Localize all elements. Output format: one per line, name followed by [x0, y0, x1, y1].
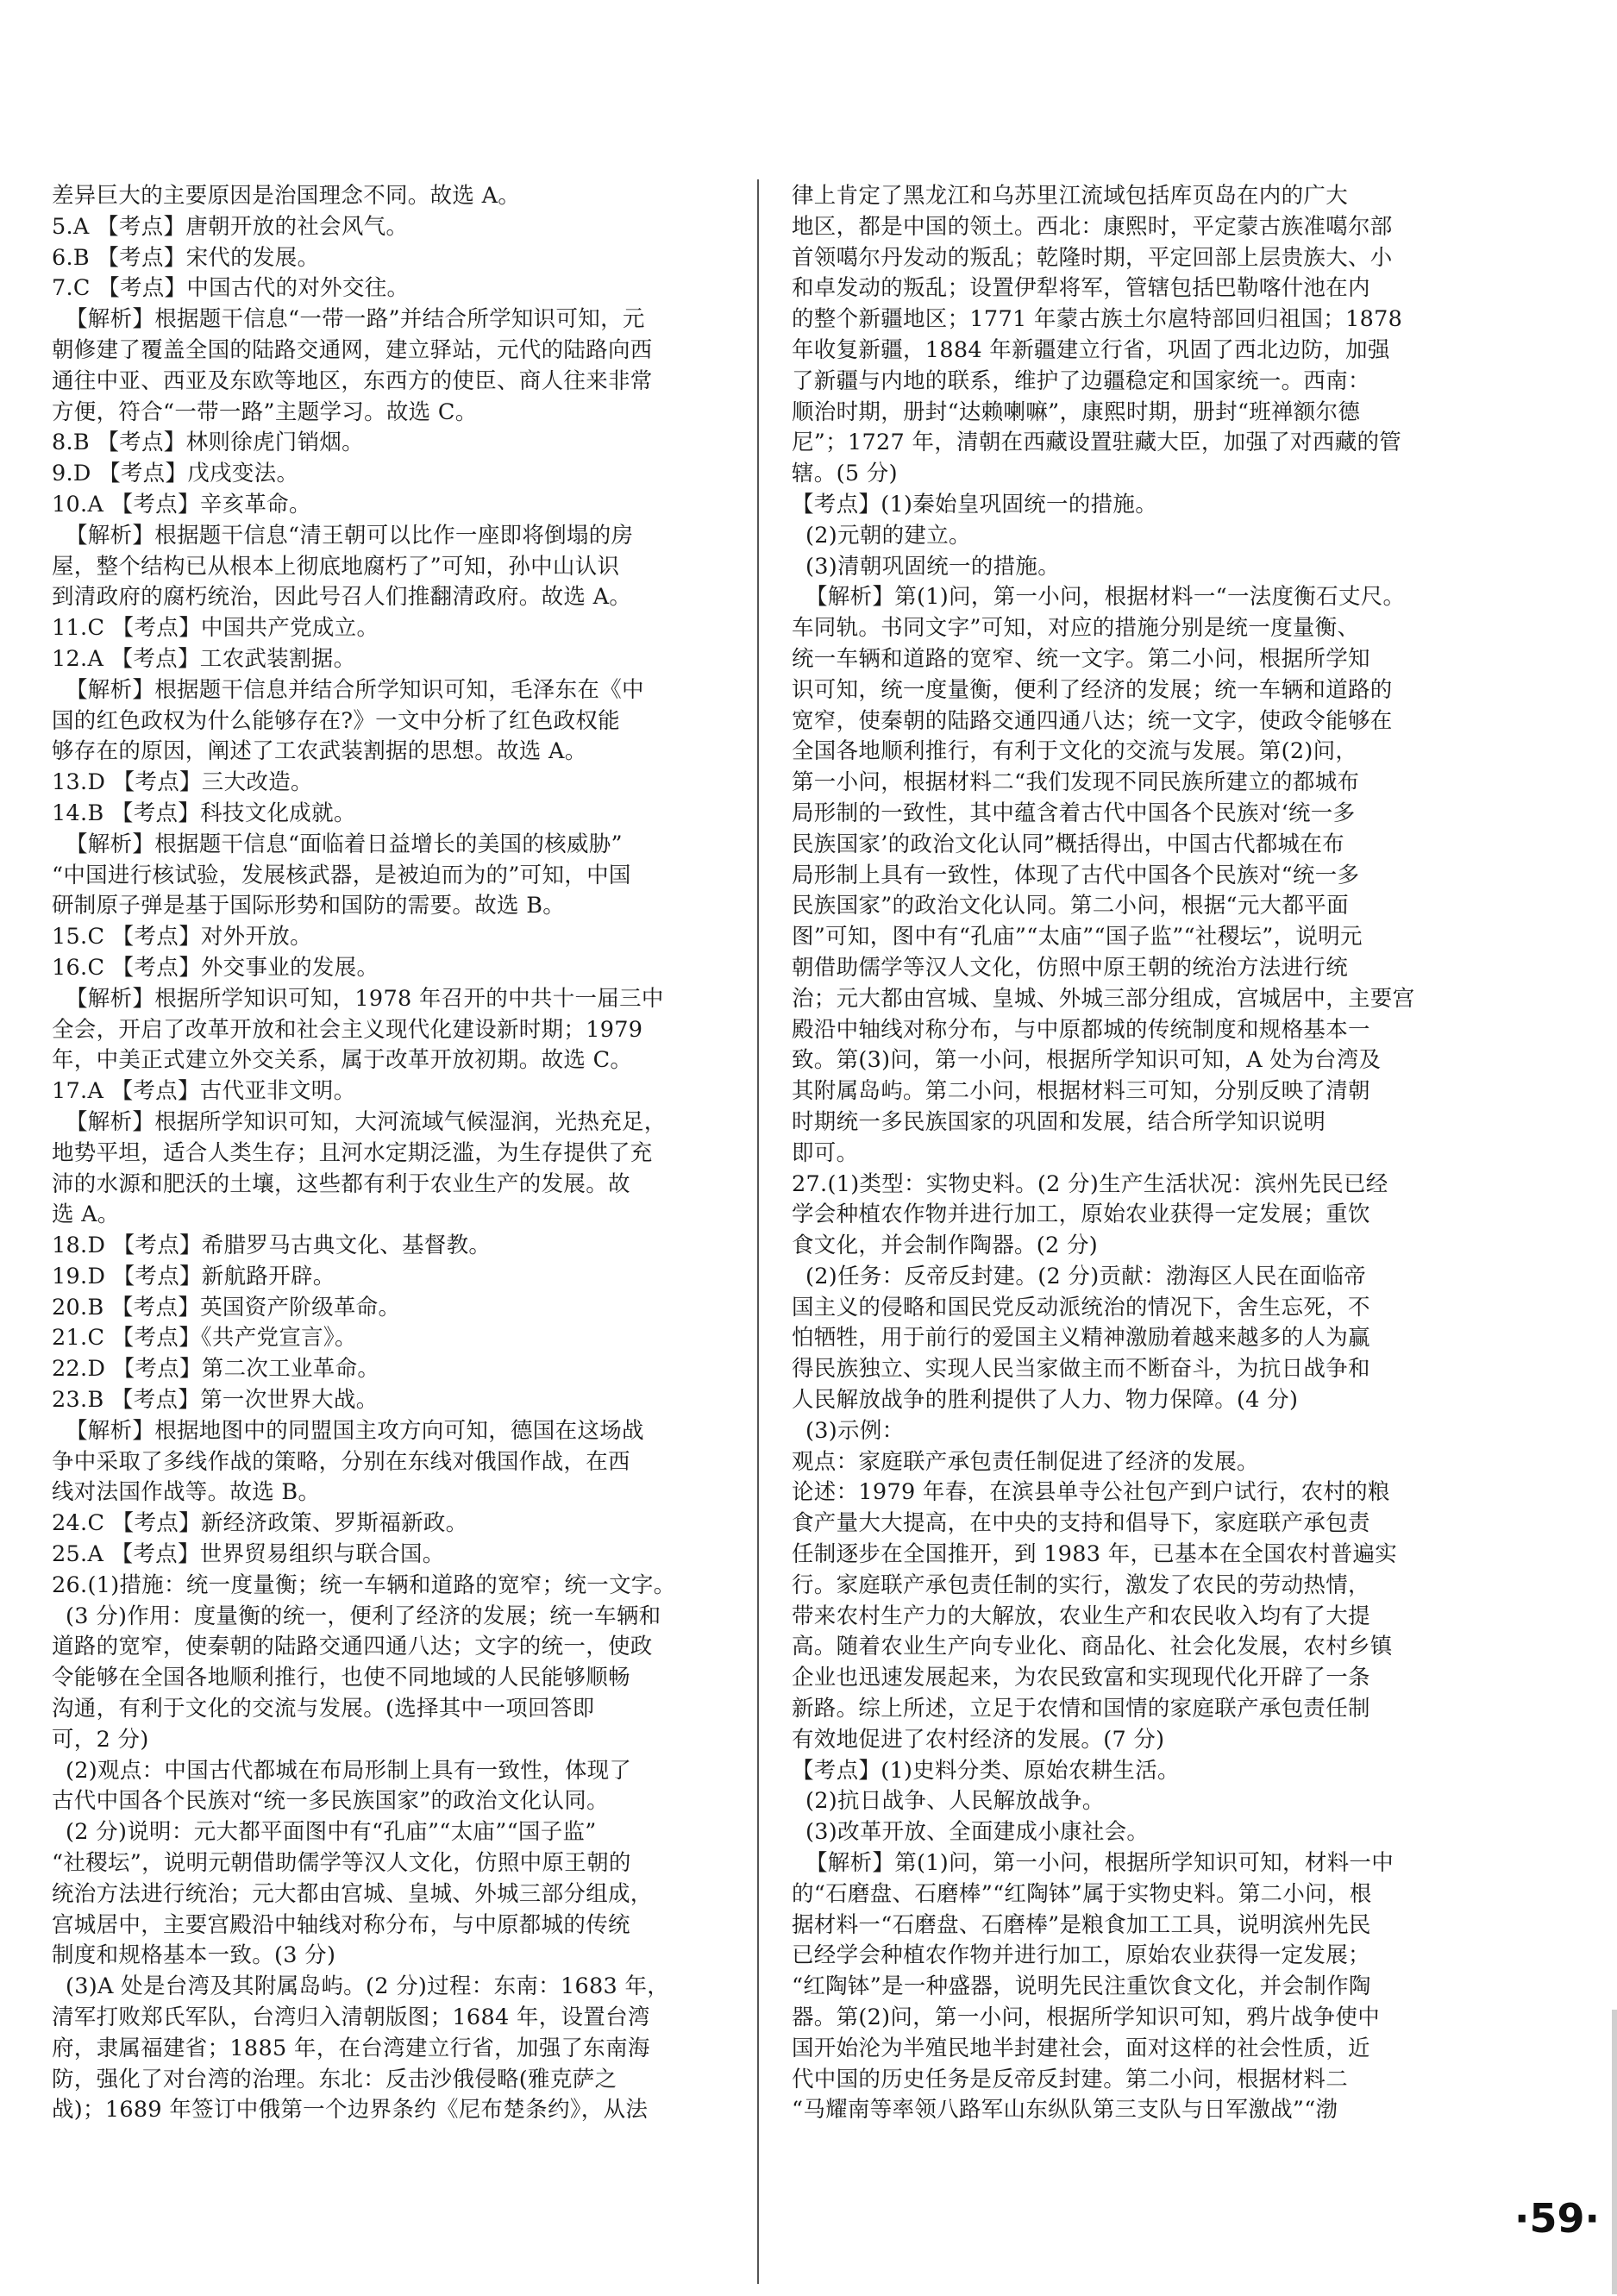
text-line: 地区，都是中国的领土。西北：康熙时，平定蒙古族准噶尔部: [792, 213, 1393, 240]
text-line: 27.(1)类型：实物史料。(2 分)生产生活状况：滨州先民已经: [792, 1170, 1388, 1197]
text-line: 局形制上具有一致性，体现了古代中国各个民族对“统一多: [792, 862, 1360, 888]
text-line: 民族国家’的政治文化认同”概括得出，中国古代都城在布: [792, 831, 1344, 857]
text-line: 食文化，并会制作陶器。(2 分): [792, 1233, 1099, 1259]
text-line: 即可。: [792, 1139, 859, 1166]
text-line: 顺治时期，册封“达赖喇嘛”，康熙时期，册封“班禅额尔德: [792, 398, 1361, 425]
text-line: 5.A 【考点】唐朝开放的社会风气。: [52, 213, 409, 240]
text-line: 16.C 【考点】外交事业的发展。: [52, 954, 379, 981]
text-line: 企业也迅速发展起来，为农民致富和实现现代化开辟了一条: [792, 1665, 1370, 1691]
text-line: 时期统一多民族国家的巩固和发展，结合所学知识说明: [792, 1108, 1326, 1135]
text-line: 【解析】根据地图中的同盟国主攻方向可知，德国在这场战: [66, 1417, 644, 1444]
text-line: 21.C 【考点】《共产党宣言》。: [52, 1325, 357, 1352]
text-line: 人民解放战争的胜利提供了人力、物力保障。(4 分): [792, 1387, 1299, 1414]
text-line: 任制逐步在全国推开，到 1983 年，已基本在全国农村普遍实: [792, 1541, 1398, 1568]
text-line: 统一车辆和道路的宽窄、统一文字。第二小问，根据所学知: [792, 645, 1370, 672]
text-line: 防，强化了对台湾的治理。东北：反击沙俄侵略(雅克萨之: [52, 2066, 617, 2092]
text-line: 朝修建了覆盖全国的陆路交通网，建立驿站，元代的陆路向西: [52, 336, 653, 363]
text-line: 道路的宽窄，使秦朝的陆路交通四通八达；文字的统一，使政: [52, 1634, 653, 1660]
text-line: (2)观点：中国古代都城在布局形制上具有一致性，体现了: [66, 1757, 632, 1784]
text-line: (3)改革开放、全面建成小康社会。: [805, 1819, 1150, 1846]
text-line: 首领噶尔丹发动的叛乱；乾隆时期，平定回部上层贵族大、小: [792, 244, 1393, 271]
text-line: 高。随着农业生产向专业化、商品化、社会化发展，农村乡镇: [792, 1634, 1393, 1660]
text-line: 器。第(2)问，第一小问，根据所学知识可知，鸦片战争使中: [792, 2004, 1381, 2031]
text-line: 通往中亚、西亚及东欧等地区，东西方的使臣、商人往来非常: [52, 367, 653, 394]
text-line: 朝借助儒学等汉人文化，仿照中原王朝的统治方法进行统: [792, 954, 1349, 981]
text-line: 19.D 【考点】新航路开辟。: [52, 1263, 335, 1289]
text-line: 15.C 【考点】对外开放。: [52, 924, 312, 950]
text-line: 清军打败郑氏军队，台湾归入清朝版图；1684 年，设置台湾: [52, 2004, 650, 2031]
text-line: 致。第(3)问，第一小问，根据所学知识可知，A 处为台湾及: [792, 1047, 1382, 1074]
text-line: 22.D 【考点】第二次工业革命。: [52, 1356, 380, 1383]
text-line: 国的红色政权为什么能够存在?》一文中分析了红色政权能: [52, 707, 620, 734]
text-line: 够存在的原因，阐述了工农武装割据的思想。故选 A。: [52, 738, 587, 765]
text-line: 9.D 【考点】戊戌变法。: [52, 461, 299, 487]
text-line: 尼”；1727 年，清朝在西藏设置驻藏大臣，加强了对西藏的管: [792, 430, 1402, 456]
left-column: [52, 181, 759, 2126]
text-line: 府，隶属福建省；1885 年，在台湾建立行省，加强了东南海: [52, 2035, 650, 2061]
text-line: 宽窄，使秦朝的陆路交通四通八达；统一文字，使政令能够在: [792, 707, 1393, 734]
text-line: 7.C 【考点】中国古代的对外交往。: [52, 275, 410, 302]
text-line: 观点：家庭联产承包责任制促进了经济的发展。: [792, 1448, 1259, 1475]
text-line: 代中国的历史任务是反帝反封建。第二小问，根据材料二: [792, 2066, 1349, 2092]
text-line: 【解析】根据题干信息“清王朝可以比作一座即将倒塌的房: [66, 522, 634, 549]
text-line: 其附属岛屿。第二小问，根据材料三可知，分别反映了清朝: [792, 1078, 1370, 1105]
text-line: 统治方法进行统治；元大都由宫城、皇城、外城三部分组成，: [52, 1880, 653, 1907]
text-line: 屋，整个结构已从根本上彻底地腐朽了”可知，孙中山认识: [52, 553, 620, 580]
text-line: 识可知，统一度量衡，便利了经济的发展；统一车辆和道路的: [792, 676, 1393, 703]
text-line: (2)抗日战争、人民解放战争。: [805, 1788, 1105, 1815]
text-line: 【解析】根据所学知识可知，1978 年召开的中共十一届三中: [66, 985, 664, 1012]
text-line: 年，中美正式建立外交关系，属于改革开放初期。故选 C。: [52, 1047, 633, 1074]
text-line: (2 分)说明：元大都平面图中有“孔庙”“太庙”“国子监”: [66, 1819, 597, 1846]
text-line: 全会，开启了改革开放和社会主义现代化建设新时期；1979: [52, 1016, 643, 1043]
text-line: “中国进行核试验，发展核武器，是被迫而为的”可知，中国: [52, 862, 631, 888]
text-line: 局形制的一致性，其中蕴含着古代中国各个民族对‘统一多: [792, 800, 1356, 826]
text-line: 第一小问，根据材料二“我们发现不同民族所建立的都城布: [792, 769, 1360, 796]
text-line: (3)A 处是台湾及其附属岛屿。(2 分)过程：东南：1683 年，: [66, 1973, 670, 2000]
text-line: 【考点】(1)秦始皇巩固统一的措施。: [792, 491, 1158, 518]
text-line: “红陶钵”是一种盛器，说明先民注重饮食文化，并会制作陶: [792, 1973, 1371, 2000]
text-line: 23.B 【考点】第一次世界大战。: [52, 1387, 379, 1414]
text-line: 【解析】根据题干信息“一带一路”并结合所学知识可知，元: [66, 306, 645, 333]
text-line: 新路。综上所述，立足于农情和国情的家庭联产承包责任制: [792, 1696, 1370, 1722]
text-line: 国主义的侵略和国民党反动派统治的情况下，舍生忘死，不: [792, 1294, 1370, 1321]
text-line: 辖。(5 分): [792, 461, 898, 487]
text-line: 差异巨大的主要原因是治国理念不同。故选 A。: [52, 183, 521, 209]
text-line: 国开始沦为半殖民地半封建社会，面对这样的社会性质，近: [792, 2035, 1370, 2061]
text-line: 争中采取了多线作战的策略，分别在东线对俄国作战，在西: [52, 1448, 630, 1475]
text-line: 治；元大都由宫城、皇城、外城三部分组成，宫城居中，主要宫: [792, 985, 1415, 1012]
text-line: 沟通，有利于文化的交流与发展。(选择其中一项回答即: [52, 1696, 595, 1722]
text-line: 学会种植农作物并进行加工，原始农业获得一定发展；重饮: [792, 1201, 1370, 1228]
text-line: (2)元朝的建立。: [805, 522, 971, 549]
text-line: 已经学会种植农作物并进行加工，原始农业获得一定发展；: [792, 1942, 1370, 1969]
text-line: 制度和规格基本一致。(3 分): [52, 1942, 336, 1969]
text-line: 了新疆与内地的联系，维护了边疆稳定和国家统一。西南：: [792, 367, 1370, 394]
text-line: 13.D 【考点】三大改造。: [52, 769, 313, 796]
text-line: 可，2 分): [52, 1726, 149, 1753]
text-line: 线对法国作战等。故选 B。: [52, 1479, 321, 1506]
text-line: 令能够在全国各地顺利推行，也使不同地域的人民能够顺畅: [52, 1665, 630, 1691]
text-line: 到清政府的腐朽统治，因此号召人们推翻清政府。故选 A。: [52, 584, 632, 611]
text-line: 25.A 【考点】世界贸易组织与联合国。: [52, 1541, 445, 1568]
text-line: 方便，符合“一带一路”主题学习。故选 C。: [52, 398, 478, 425]
text-line: (3)示例：: [805, 1417, 905, 1444]
text-line: 研制原子弹是基于国际形势和国防的需要。故选 B。: [52, 893, 566, 919]
text-line: 行。家庭联产承包责任制的实行，激发了农民的劳动热情，: [792, 1571, 1370, 1598]
text-line: 20.B 【考点】英国资产阶级革命。: [52, 1294, 401, 1321]
text-line: 【解析】第(1)问，第一小问，根据所学知识可知，材料一中: [805, 1850, 1395, 1877]
right-column: [792, 181, 1499, 2126]
text-line: 殿沿中轴线对称分布，与中原都城的传统制度和规格基本一: [792, 1016, 1370, 1043]
text-line: 有效地促进了农村经济的发展。(7 分): [792, 1726, 1165, 1753]
text-line: 全国各地顺利推行，有利于文化的交流与发展。第(2)问，: [792, 738, 1358, 765]
text-line: 的整个新疆地区；1771 年蒙古族土尔扈特部回归祖国；1878: [792, 306, 1403, 333]
text-line: 怕牺牲，用于前行的爱国主义精神激励着越来越多的人为赢: [792, 1325, 1370, 1352]
text-line: 和卓发动的叛乱；设置伊犁将军，管辖包括巴勒喀什池在内: [792, 275, 1370, 302]
text-line: 6.B 【考点】宋代的发展。: [52, 244, 320, 271]
text-line: 食产量大大提高，在中央的支持和倡导下，家庭联产承包责: [792, 1510, 1370, 1537]
text-line: 宫城居中，主要宫殿沿中轴线对称分布，与中原都城的传统: [52, 1911, 630, 1938]
text-line: 26.(1)措施：统一度量衡；统一车辆和道路的宽窄；统一文字。: [52, 1571, 676, 1598]
text-line: (3 分)作用：度量衡的统一，便利了经济的发展；统一车辆和: [66, 1603, 661, 1629]
text-line: 【考点】(1)史料分类、原始农耕生活。: [792, 1757, 1180, 1784]
page-edge-shadow: [1612, 2010, 1617, 2294]
text-line: 17.A 【考点】古代亚非文明。: [52, 1078, 356, 1105]
text-line: 10.A 【考点】辛亥革命。: [52, 491, 311, 518]
text-line: 民族国家”的政治文化认同。第二小问，根据“元大都平面: [792, 893, 1349, 919]
text-line: 论述：1979 年春，在滨县单寺公社包产到户试行，农村的粮: [792, 1479, 1390, 1506]
text-line: “马耀南等率领八路军山东纵队第三支队与日军激战”“渤: [792, 2097, 1338, 2123]
column-divider: [757, 179, 759, 2284]
text-line: 得民族独立、实现人民当家做主而不断奋斗，为抗日战争和: [792, 1356, 1370, 1383]
text-line: 图”可知，图中有“孔庙”“太庙”“国子监”“社稷坛”，说明元: [792, 924, 1363, 950]
text-line: 带来农村生产力的大解放，农业生产和农民收入均有了大提: [792, 1603, 1370, 1629]
text-line: 14.B 【考点】科技文化成就。: [52, 800, 356, 826]
text-line: 车同轨。书同文字”可知，对应的措施分别是统一度量衡、: [792, 615, 1360, 642]
text-line: 【解析】第(1)问，第一小问，根据材料一“一法度衡石丈尺。: [805, 584, 1406, 611]
text-line: 年收复新疆，1884 年新疆建立行省，巩固了西北边防，加强: [792, 336, 1390, 363]
text-line: 【解析】根据题干信息“面临着日益增长的美国的核威胁”: [66, 831, 623, 857]
text-line: 11.C 【考点】中国共产党成立。: [52, 615, 379, 642]
text-line: 地势平坦，适合人类生存；且河水定期泛滥，为生存提供了充: [52, 1139, 653, 1166]
text-line: 据材料一“石磨盘、石磨棒”是粮食加工工具，说明滨州先民: [792, 1911, 1371, 1938]
text-line: 的“石磨盘、石磨棒”“红陶钵”属于实物史料。第二小问，根: [792, 1880, 1372, 1907]
text-line: 24.C 【考点】新经济政策、罗斯福新政。: [52, 1510, 468, 1537]
text-line: 选 A。: [52, 1201, 120, 1228]
page-number: ·59·: [1514, 2195, 1600, 2242]
text-line: 战)；1689 年签订中俄第一个边界条约《尼布楚条约》，从法: [52, 2097, 649, 2123]
text-line: 沛的水源和肥沃的土壤，这些都有利于农业生产的发展。故: [52, 1170, 630, 1197]
text-line: 【解析】根据题干信息并结合所学知识可知，毛泽东在《中: [66, 676, 644, 703]
text-line: 古代中国各个民族对“统一多民族国家”的政治文化认同。: [52, 1788, 609, 1815]
text-line: 【解析】根据所学知识可知，大河流域气候湿润，光热充足，: [66, 1108, 667, 1135]
text-line: “社稷坛”，说明元朝借助儒学等汉人文化，仿照中原王朝的: [52, 1850, 631, 1877]
text-line: 8.B 【考点】林则徐虎门销烟。: [52, 430, 364, 456]
text-line: (3)清朝巩固统一的措施。: [805, 553, 1061, 580]
text-line: 律上肯定了黑龙江和乌苏里江流域包括库页岛在内的广大: [792, 183, 1349, 209]
text-line: 12.A 【考点】工农武装割据。: [52, 645, 356, 672]
text-line: 18.D 【考点】希腊罗马古典文化、基督教。: [52, 1233, 492, 1259]
text-line: (2)任务：反帝反封建。(2 分)贡献：渤海区人民在面临帝: [805, 1263, 1367, 1289]
